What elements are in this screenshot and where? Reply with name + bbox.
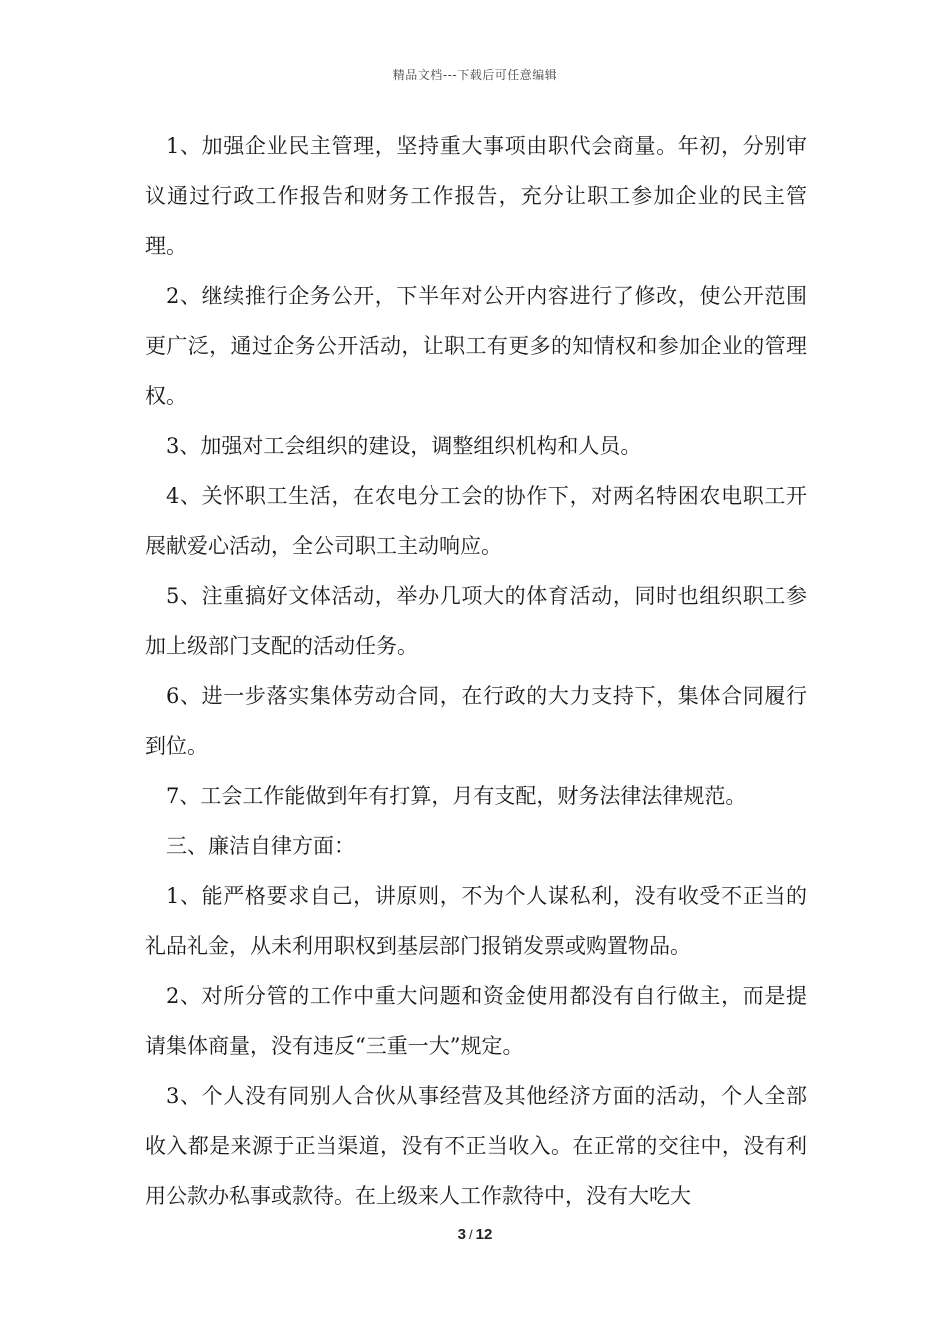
document-body bbox=[145, 121, 807, 1221]
page-number bbox=[0, 1226, 950, 1243]
page-separator: / bbox=[469, 1227, 473, 1242]
paragraph: 7、工会工作能做到年有打算，月有支配，财务法律法律规范。 bbox=[166, 784, 747, 808]
current-page: 3 bbox=[457, 1226, 467, 1243]
paragraph: 3、个人没有同别人合伙从事经营及其他经济方面的活动，个人全部收入都是来源于正当渠道，没有不正当收入。在正常的交往中，没有利用公款办私事或款待。在上级来人工作款待中，没有大吃大 bbox=[145, 1084, 807, 1208]
paragraph: 2、继续推行企务公开，下半年对公开内容进行了修改，使公开范围更广泛，通过企务公开活动，让职工有更多的知情权和参加企业的管理权。 bbox=[145, 284, 807, 408]
paragraph: 3、加强对工会组织的建设，调整组织机构和人员。 bbox=[166, 434, 642, 458]
total-pages: 12 bbox=[475, 1226, 493, 1243]
header-text: 精品文档---下载后可任意编辑 bbox=[392, 68, 558, 82]
paragraph: 4、关怀职工生活，在农电分工会的协作下，对两名特困农电职工开展献爱心活动，全公司职工主动响应。 bbox=[145, 484, 807, 558]
section-heading: 三、廉洁自律方面： bbox=[166, 834, 355, 858]
paragraph: 1、加强企业民主管理，坚持重大事项由职代会商量。年初，分别审议通过行政工作报告和财务工作报告，充分让职工参加企业的民主管理。 bbox=[145, 134, 807, 258]
page-header bbox=[0, 66, 950, 83]
paragraph: 5、注重搞好文体活动，举办几项大的体育活动，同时也组织职工参加上级部门支配的活动任务。 bbox=[145, 584, 807, 658]
paragraph: 2、对所分管的工作中重大问题和资金使用都没有自行做主，而是提请集体商量，没有违反“三重一大”规定。 bbox=[145, 984, 807, 1058]
paragraph: 1、能严格要求自己，讲原则，不为个人谋私利，没有收受不正当的礼品礼金，从未利用职权到基层部门报销发票或购置物品。 bbox=[145, 884, 807, 958]
paragraph: 6、进一步落实集体劳动合同，在行政的大力支持下，集体合同履行到位。 bbox=[145, 684, 807, 758]
